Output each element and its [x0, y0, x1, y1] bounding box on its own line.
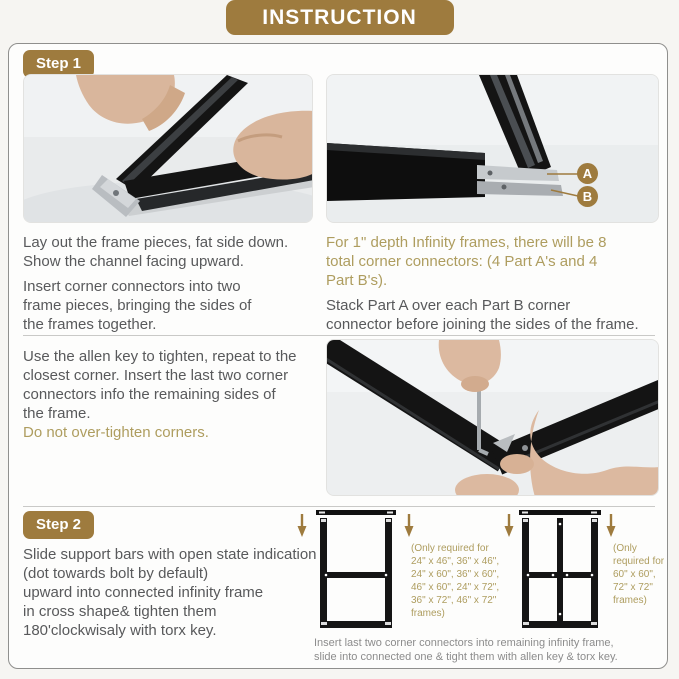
- frame-diagram-cross-bar: [519, 510, 601, 628]
- corner-connector-illustration: [327, 75, 659, 223]
- allen-key-illustration: [327, 340, 659, 496]
- tighten-para: Use the allen key to tighten, repeat to the closest corner. Insert the last two corner connectors info the remaining sides of the frame.: [23, 348, 297, 422]
- divider-2: [23, 506, 655, 507]
- size-note-right: (Only required for 60" x 60", 72" x 72" frames): [613, 543, 665, 606]
- down-arrow-icon: [403, 513, 415, 538]
- step1-left-para1: Lay out the frame pieces, fat side down. Show the channel facing upward.: [23, 234, 289, 270]
- step1-badge: Step 1: [23, 50, 94, 78]
- part-b-label: B: [577, 186, 598, 207]
- down-arrow-icon: [296, 513, 308, 538]
- step1-right-para2: Stack Part A over each Part B corner connector before joining the sides of the frame.: [326, 297, 639, 333]
- down-arrow-icon: [605, 513, 617, 538]
- down-arrow-icon: [503, 513, 515, 538]
- size-note-left: (Only required for 24" x 46", 36" x 46", 24" x 60", 36" x 60", 46" x 60", 24" x 72", 36" x 72", 46" x 72" frames): [411, 543, 500, 619]
- tighten-warning: Do not over-tighten corners.: [23, 424, 209, 441]
- step1-left-text: [23, 233, 318, 340]
- page-title: INSTRUCTION: [226, 0, 454, 35]
- bottom-note: Insert last two corner connectors into remaining infinity frame, slide into connected one & tight them with allen key & torx key.: [314, 637, 618, 663]
- part-a-label: A: [577, 163, 598, 184]
- step2-para: Slide support bars with open state indication (dot towards bolt by default) upward into connected infinity frame in cross shape& tighten them 180'clockwisaly with torx key.: [23, 546, 317, 639]
- photo-step1-connectors: [326, 74, 659, 223]
- photo-step1-layout: [23, 74, 313, 223]
- frame-diagram-single-bar: [314, 510, 398, 628]
- photo-tighten-corner: [326, 339, 659, 496]
- step1-left-para2: Insert corner connectors into two frame pieces, bringing the sides of the frames together.: [23, 278, 252, 333]
- step2-text: [23, 545, 323, 640]
- step2-badge: Step 2: [23, 511, 94, 539]
- step1-right-para1: For 1" depth Infinity frames, there will be 8 total corner connectors: (4 Part A's and 4 Part B's).: [326, 234, 607, 289]
- divider-1: [23, 335, 655, 336]
- tighten-text: [23, 347, 323, 442]
- step1-right-text: [326, 233, 661, 340]
- frame-layout-illustration: [24, 75, 313, 223]
- instruction-panel: [8, 43, 668, 669]
